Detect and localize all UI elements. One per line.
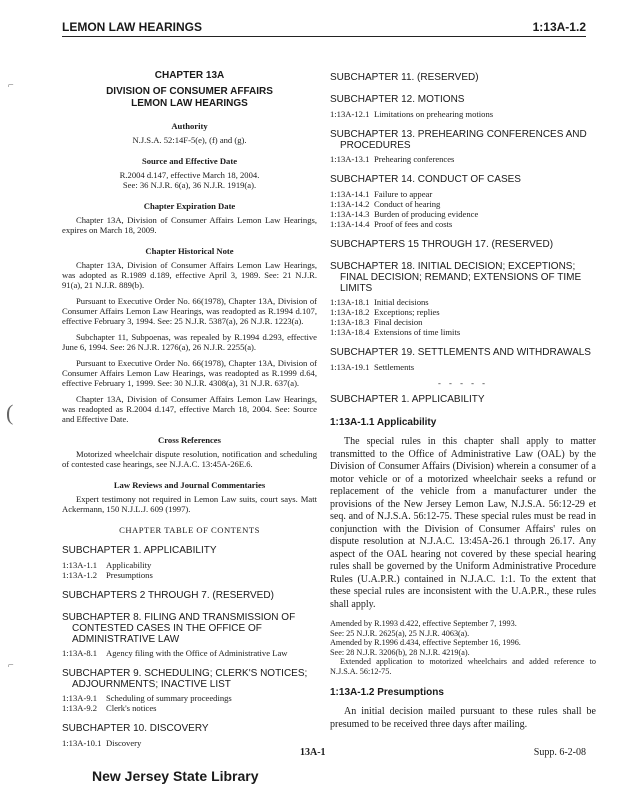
header-rule	[62, 36, 586, 37]
amendment-note: See: 28 N.J.R. 3206(b), 28 N.J.R. 4219(a).	[330, 647, 470, 657]
expiration-text: Chapter 13A, Division of Consumer Affairs Lemon Law Hearings, expires on March 18, 2009.	[62, 215, 317, 235]
supplement-date: Supp. 6-2-08	[533, 747, 586, 758]
law-review-text: Expert testimony not required in Lemon Law suits, court says. Matt Ackermann, 150 N.J.L.J. 609 (1997).	[62, 494, 317, 514]
header-section: 1:13A-1.2	[532, 20, 586, 34]
toc-subchapter: SUBCHAPTER 9. SCHEDULING; CLERK'S NOTICES; ADJOURNMENTS; INACTIVE LIST	[62, 668, 308, 690]
toc-entry: 1:13A-19.1 Settlements	[330, 362, 415, 372]
historical-note: Chapter 13A, Division of Consumer Affairs Lemon Law Hearings, was adopted as R.1989 d.189, effective April 3, 1989. See: 21 N.J.R. 91(a), 21 N.J.R. 889(b).	[62, 260, 317, 290]
toc-entry: 1:13A-18.2 Exceptions; replies	[330, 307, 440, 317]
toc-heading: CHAPTER TABLE OF CONTENTS	[119, 525, 260, 535]
toc-subchapter: SUBCHAPTER 14. CONDUCT OF CASES	[330, 174, 521, 185]
section-body: An initial decision mailed pursuant to these rules shall be presumed to be received three days after mailing.	[330, 706, 596, 730]
toc-subchapter: SUBCHAPTER 1. APPLICABILITY	[62, 545, 217, 556]
toc-subchapter: SUBCHAPTER 8. FILING AND TRANSMISSION OF CONTESTED CASES IN THE OFFICE OF ADMINISTRATIVE LAW	[62, 612, 296, 645]
toc-subchapter: SUBCHAPTER 12. MOTIONS	[330, 94, 465, 105]
toc-entry: 1:13A-12.1 Limitations on prehearing motions	[330, 109, 494, 119]
historical-note: Pursuant to Executive Order No. 66(1978), Chapter 13A, Division of Consumer Affairs Lemon Law Hearings, was readopted as R.1994 d.107, effective February 3, 1994. See: 25 N.J.R. 5387(a), 26 N.J.R. 1223(a).	[62, 296, 317, 326]
source-heading: Source and Effective Date	[141, 156, 238, 166]
margin-mark: ⌐	[8, 660, 14, 671]
amendment-note: Amended by R.1993 d.422, effective September 7, 1993.	[330, 619, 517, 628]
section-body: The special rules in this chapter shall apply to matter transmitted to the Office of Administrative Law (OAL) by the Division of Consumer Affairs (Division) wherein a consumer of a motor vehicle or of a motorized wheelchair seeks a refund or replacement of the vehicle from a manufacturer under the provisions of the New Jersey Lemon Law, N.J.S.A. 56:12-29 et seq. and of N.J.S.A. 56:12-75. These special rules must be read in conjunction with the Division of Consumer Affairs' rules on dispute resolution at N.J.A.C. 13:45A-26.1 through 26.17. Any aspect of the OAL hearing not covered by these special hearing rules shall be governed by the Uniform Administrative Procedure Rules (U.A.P.R.) contained in N.J.A.C. 1:1. To the extent that these special rules are inconsistent with the U.A.P.R., these rules shall apply.	[330, 436, 596, 610]
toc-subchapter: SUBCHAPTER 18. INITIAL DECISION; EXCEPTIONS; FINAL DECISION; REMAND; EXTENSIONS OF TIME LIMITS	[330, 261, 582, 294]
toc-subchapter: SUBCHAPTER 19. SETTLEMENTS AND WITHDRAWALS	[330, 347, 591, 358]
cross-ref-heading: Cross References	[158, 435, 221, 445]
toc-subchapter: SUBCHAPTER 13. PREHEARING CONFERENCES AND PROCEDURES	[330, 129, 587, 151]
right-column	[330, 72, 596, 739]
toc-entry: 1:13A-1.2 Presumptions	[62, 570, 153, 580]
toc-entry: 1:13A-8.1 Agency filing with the Office of Administrative Law	[62, 648, 288, 658]
section-heading: 1:13A-1.2 Presumptions	[330, 687, 444, 698]
toc-entry: 1:13A-14.4 Proof of fees and costs	[330, 219, 453, 229]
subchapter-heading: SUBCHAPTER 1. APPLICABILITY	[330, 394, 485, 405]
source-line: R.2004 d.147, effective March 18, 2004.	[119, 170, 260, 180]
toc-entry: 1:13A-10.1 Discovery	[62, 738, 142, 748]
authority-text: N.J.S.A. 52:14F-5(e), (f) and (g).	[132, 135, 247, 145]
toc-subchapter: SUBCHAPTER 10. DISCOVERY	[62, 723, 209, 734]
authority-heading: Authority	[171, 121, 208, 131]
section-divider: - - - - -	[438, 378, 488, 388]
toc-entry: 1:13A-1.1 Applicability	[62, 560, 152, 570]
expiration-heading: Chapter Expiration Date	[143, 201, 236, 211]
historical-note: Pursuant to Executive Order No. 66(1978), Chapter 13A, Division of Consumer Affairs Lemon Law Hearings, was readopted as R.1999 d.64, effective February 1, 1999. See: 30 N.J.R. 4308(a), 31 N.J.R. 637(a).	[62, 358, 317, 388]
library-stamp: New Jersey State Library	[92, 768, 259, 784]
law-review-heading: Law Reviews and Journal Commentaries	[113, 480, 266, 490]
historical-note: Chapter 13A, Division of Consumer Affairs Lemon Law Hearings, was readopted as R.2004 d.147, effective March 18, 2004. See: Source and Effective Date.	[62, 394, 317, 424]
toc-subchapter: SUBCHAPTERS 15 THROUGH 17. (RESERVED)	[330, 239, 554, 250]
toc-entry: 1:13A-18.4 Extensions of time limits	[330, 327, 461, 337]
chapter-division: DIVISION OF CONSUMER AFFAIRS	[106, 86, 273, 97]
cross-ref-text: Motorized wheelchair dispute resolution, notification and scheduling of contested case hearings, see N.J.A.C. 13:45A-26E.6.	[62, 449, 317, 469]
toc-entry: 1:13A-9.2 Clerk's notices	[62, 703, 157, 713]
amendment-note: See: 25 N.J.R. 2625(a), 25 N.J.R. 4063(a).	[330, 628, 470, 638]
left-column	[62, 70, 317, 748]
margin-mark: (	[6, 400, 14, 425]
amendment-note: Extended application to motorized wheelchairs and added reference to N.J.S.A. 56:12-75.	[330, 657, 596, 676]
section-heading: 1:13A-1.1 Applicability	[330, 417, 437, 428]
margin-mark: ⌐	[8, 80, 14, 91]
historical-heading: Chapter Historical Note	[145, 246, 234, 256]
toc-entry: 1:13A-14.3 Burden of producing evidence	[330, 209, 479, 219]
source-line: See: 36 N.J.R. 6(a), 36 N.J.R. 1919(a).	[122, 180, 257, 190]
running-header	[62, 20, 586, 34]
toc-entry: 1:13A-9.1 Scheduling of summary proceedings	[62, 693, 232, 703]
amendment-note: Amended by R.1996 d.434, effective September 16, 1996.	[330, 638, 521, 647]
page-number: 13A-1	[300, 747, 326, 758]
toc-entry: 1:13A-14.1 Failure to appear	[330, 189, 433, 199]
toc-subchapter: SUBCHAPTERS 2 THROUGH 7. (RESERVED)	[62, 590, 274, 601]
toc-entry: 1:13A-18.1 Initial decisions	[330, 297, 429, 307]
chapter-number: CHAPTER 13A	[154, 70, 225, 81]
historical-note: Subchapter 11, Subpoenas, was repealed by R.1994 d.293, effective June 6, 1994. See: 26 N.J.R. 1276(a), 26 N.J.R. 2255(a).	[62, 332, 317, 352]
toc-entry: 1:13A-18.3 Final decision	[330, 317, 423, 327]
toc-entry: 1:13A-14.2 Conduct of hearing	[330, 199, 441, 209]
toc-entry: 1:13A-13.1 Prehearing conferences	[330, 154, 455, 164]
chapter-title: LEMON LAW HEARINGS	[131, 98, 248, 109]
header-title: LEMON LAW HEARINGS	[62, 20, 202, 34]
toc-subchapter: SUBCHAPTER 11. (RESERVED)	[330, 72, 479, 83]
